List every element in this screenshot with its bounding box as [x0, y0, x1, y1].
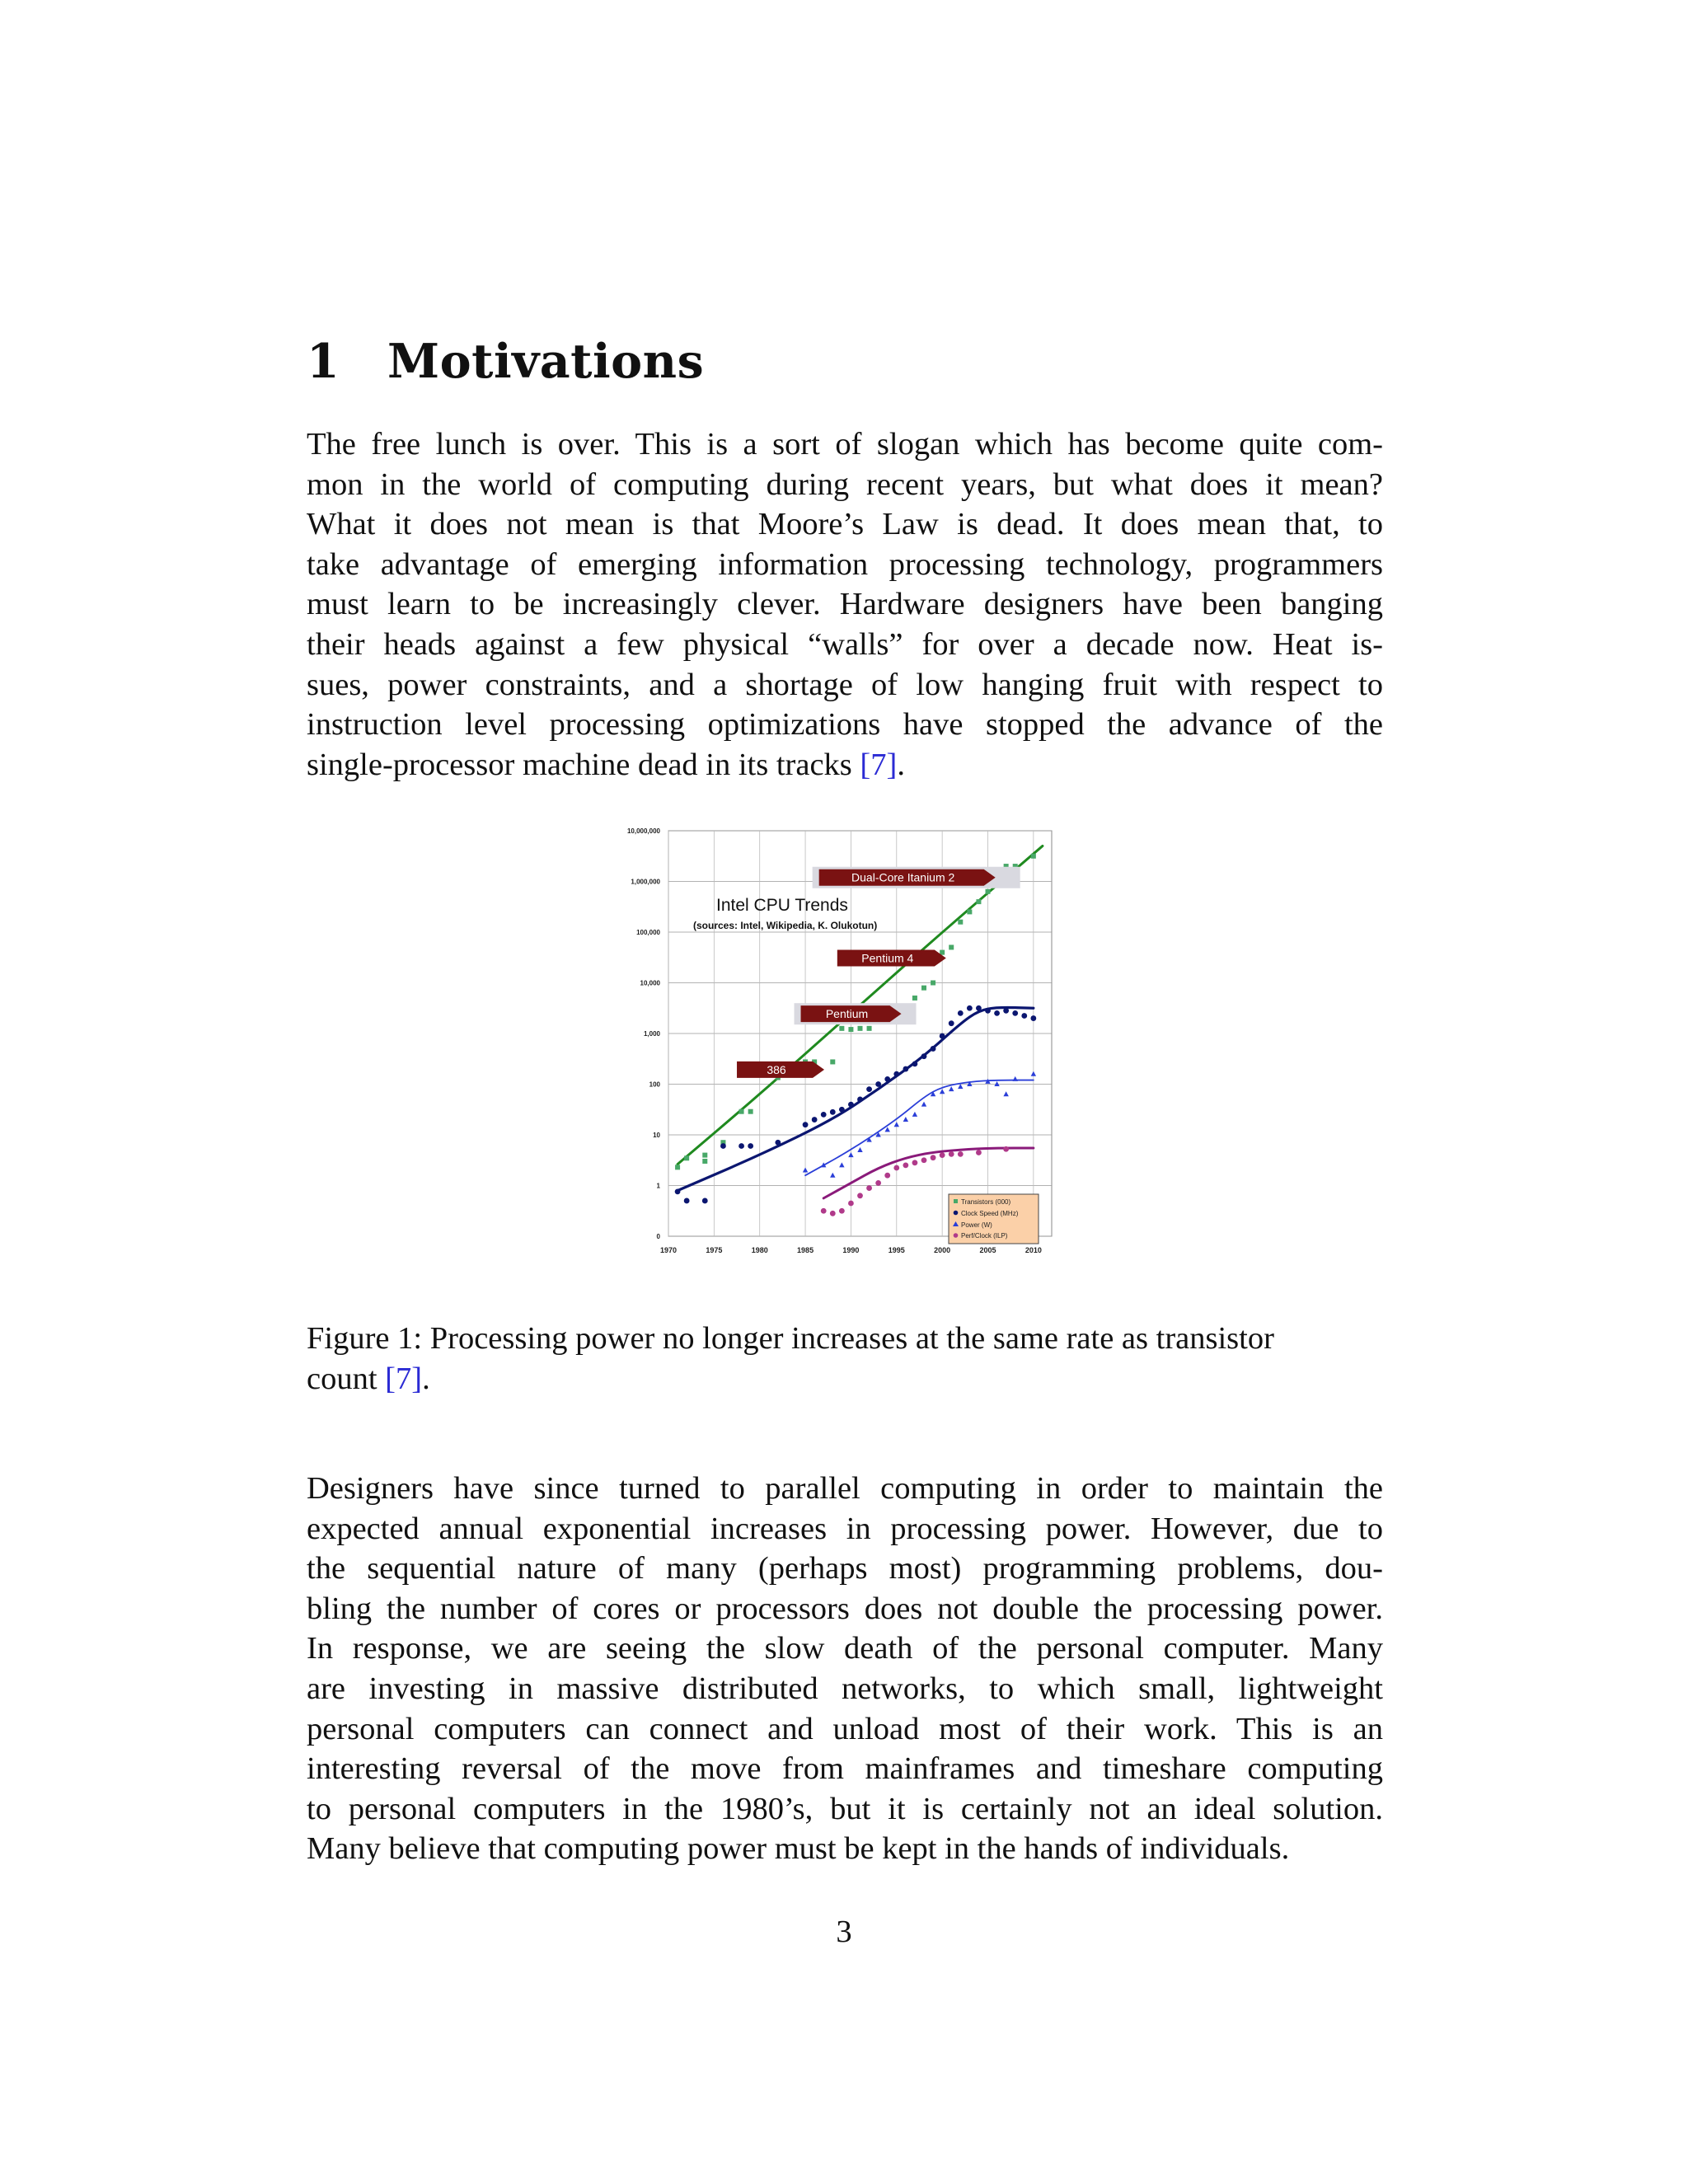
paragraph-line: The free lunch is over. This is a sort of slogan which has become quite com-	[307, 427, 1383, 462]
ilp-point	[830, 1211, 836, 1216]
paragraph-line: bling the number of cores or processors does not double the processing power.	[307, 1591, 1383, 1626]
ilp-point	[912, 1160, 918, 1165]
paragraph-line: take advantage of emerging information processing technology, programmers	[307, 546, 1383, 582]
clock-speed-point	[803, 1122, 809, 1127]
transistor-point	[1031, 854, 1036, 859]
clock-speed-point	[1021, 1013, 1027, 1019]
ilp-point	[866, 1185, 872, 1191]
y-tick-label: 10	[653, 1132, 660, 1139]
section-title: Motivations	[387, 334, 705, 389]
ilp-point	[958, 1151, 964, 1157]
clock-speed-point	[1012, 1010, 1018, 1016]
ilp-point	[875, 1180, 881, 1186]
clock-speed-point	[1030, 1015, 1036, 1021]
legend-label: Perf/Clock (ILP)	[961, 1232, 1008, 1240]
transistor-point	[912, 996, 917, 1001]
clock-speed-point	[884, 1076, 890, 1082]
paragraph-line	[307, 745, 1383, 785]
caption-line: Figure 1: Processing power no longer increases at the same rate as transistor	[307, 1321, 1274, 1356]
legend-label: Clock Speed (MHz)	[961, 1210, 1019, 1217]
transistor-point	[684, 1155, 689, 1160]
transistor-point	[675, 1165, 680, 1169]
clock-speed-point	[921, 1053, 927, 1059]
clock-speed-point	[940, 1033, 945, 1039]
transistor-point	[739, 1109, 744, 1114]
transistor-point	[702, 1159, 707, 1164]
paragraph-line: mon in the world of computing during recent years, but what does it mean?	[307, 466, 1383, 502]
transistor-point	[858, 1026, 863, 1031]
clock-speed-point	[775, 1140, 781, 1146]
clock-speed-point	[1003, 1008, 1009, 1014]
x-tick-label: 1985	[797, 1246, 814, 1254]
ilp-point	[931, 1155, 936, 1160]
annotation-label: Dual-Core Itanium 2	[851, 870, 955, 884]
ilp-point	[857, 1193, 863, 1198]
intel-cpu-trends-chart	[607, 820, 1068, 1282]
legend-label: Power (W)	[961, 1221, 992, 1229]
ilp-point	[893, 1165, 899, 1171]
clock-speed-point	[949, 1020, 954, 1026]
paragraph-line: their heads against a few physical “walls” for over a decade now. Heat is-	[307, 626, 1383, 662]
paragraph-line: Designers have since turned to parallel computing in order to maintain the	[307, 1471, 1383, 1506]
transistor-point	[748, 1109, 753, 1114]
punctuation: .	[897, 747, 905, 782]
clock-speed-point	[821, 1112, 827, 1118]
x-tick-label: 1970	[659, 1246, 678, 1254]
clock-speed-point	[812, 1117, 818, 1122]
ilp-point	[940, 1152, 945, 1158]
chart-title: Intel CPU Trends	[716, 896, 848, 915]
legend-marker-transistors	[954, 1199, 958, 1203]
punctuation: .	[422, 1361, 430, 1396]
caption-line-text: count	[307, 1361, 386, 1396]
paragraph-intro	[307, 424, 1383, 785]
y-axis-ticks	[627, 827, 661, 1240]
transistor-point	[830, 1059, 835, 1064]
chart-subtitle: (sources: Intel, Wikipedia, K. Olukotun)	[693, 920, 878, 931]
annotation-label: Pentium 4	[861, 951, 914, 965]
transistor-point	[949, 944, 954, 949]
legend-label: Transistors (000)	[961, 1198, 1011, 1206]
transistor-point	[986, 889, 991, 894]
paragraph-line: to personal computers in the 1980’s, but it is certainly not an ideal solution.	[307, 1791, 1383, 1826]
x-tick-label: 2000	[934, 1246, 951, 1254]
clock-speed-point	[675, 1188, 681, 1194]
x-tick-label: 2010	[1025, 1246, 1042, 1254]
paragraph-line: the sequential nature of many (perhaps most) programming problems, dou-	[307, 1551, 1383, 1586]
annotation-label: 386	[767, 1062, 786, 1076]
transistor-point	[967, 909, 972, 914]
clock-speed-point	[720, 1143, 726, 1149]
ilp-point	[821, 1208, 827, 1214]
clock-speed-point	[684, 1198, 690, 1204]
section-number: 1	[307, 334, 340, 389]
x-tick-label: 1995	[888, 1246, 905, 1254]
clock-speed-point	[994, 1010, 1000, 1016]
y-tick-label: 10,000,000	[626, 827, 660, 835]
transistor-point	[921, 986, 926, 991]
section-heading	[307, 334, 704, 389]
y-tick-label: 100,000	[636, 929, 660, 936]
citation-link[interactable]: [7]	[860, 747, 898, 782]
y-tick-label: 0	[656, 1233, 660, 1240]
x-tick-label: 2005	[979, 1246, 996, 1254]
clock-speed-point	[893, 1071, 899, 1077]
clock-speed-point	[967, 1005, 973, 1011]
ilp-point	[839, 1208, 845, 1214]
clock-speed-point	[830, 1109, 836, 1115]
transistor-point	[931, 981, 935, 986]
paragraph-line-text: single-processor machine dead in its tracks	[307, 747, 860, 782]
chart-legend	[949, 1194, 1039, 1244]
paragraph-line: interesting reversal of the move from mainframes and timeshare computing	[307, 1751, 1383, 1787]
x-tick-label: 1990	[842, 1246, 860, 1254]
transistor-point	[867, 1026, 872, 1031]
paragraph-parallel	[307, 1469, 1383, 1869]
transistor-point	[958, 920, 963, 925]
legend-marker-ilp	[954, 1233, 959, 1238]
y-tick-label: 1,000	[643, 1030, 660, 1038]
ilp-point	[848, 1201, 854, 1207]
ilp-point	[884, 1173, 890, 1179]
transistor-point	[976, 899, 981, 904]
clock-speed-point	[976, 1005, 982, 1011]
paragraph-line: expected annual exponential increases in processing power. However, due to	[307, 1511, 1383, 1546]
transistor-point	[702, 1153, 707, 1158]
x-axis-ticks	[660, 1246, 1042, 1254]
paragraph-line: instruction level processing optimizations have stopped the advance of the	[307, 707, 1383, 743]
paragraph-line: must learn to be increasingly clever. Hardware designers have been banging	[307, 587, 1383, 622]
clock-speed-point	[903, 1066, 908, 1072]
ilp-point	[976, 1150, 982, 1155]
paragraph-line: What it does not mean is that Moore’s Law is dead. It does mean that, to	[307, 507, 1383, 542]
legend-marker-clock	[954, 1211, 959, 1216]
clock-speed-point	[875, 1081, 881, 1087]
figure-caption	[307, 1319, 1383, 1399]
chart-grid	[668, 831, 1052, 1236]
clock-speed-point	[985, 1008, 991, 1014]
paragraph-line: In response, we are seeing the slow death of the personal computer. Many	[307, 1631, 1383, 1666]
clock-speed-point	[931, 1046, 936, 1052]
y-tick-label: 1	[656, 1182, 660, 1190]
annotation-label: Pentium	[825, 1007, 869, 1021]
x-tick-label: 1975	[706, 1246, 723, 1254]
caption-line	[307, 1359, 1383, 1399]
clock-speed-point	[748, 1143, 753, 1149]
y-tick-label: 1,000,000	[631, 878, 660, 886]
clock-speed-point	[857, 1097, 863, 1103]
ilp-point	[921, 1157, 927, 1163]
clock-speed-point	[958, 1010, 964, 1016]
ilp-point	[1003, 1146, 1009, 1152]
ilp-point	[949, 1151, 954, 1157]
y-tick-label: 100	[649, 1080, 660, 1089]
ilp-point	[903, 1163, 908, 1169]
page-number: 3	[836, 1915, 852, 1949]
y-tick-label: 10,000	[640, 979, 660, 987]
clock-speed-point	[702, 1198, 708, 1204]
clock-speed-point	[848, 1102, 854, 1108]
transistor-point	[839, 1026, 844, 1031]
x-tick-label: 1980	[751, 1246, 768, 1254]
clock-speed-point	[866, 1086, 872, 1092]
clock-speed-point	[912, 1062, 918, 1067]
citation-link[interactable]: [7]	[385, 1361, 423, 1396]
paragraph-line: sues, power constraints, and a shortage of low hanging fruit with respect to	[307, 667, 1383, 702]
paragraph-line: Many believe that computing power must be kept in the hands of individuals.	[307, 1831, 1290, 1867]
clock-speed-point	[738, 1143, 744, 1149]
paragraph-line: personal computers can connect and unload most of their work. This is an	[307, 1711, 1383, 1746]
clock-speed-point	[839, 1107, 845, 1113]
paragraph-line: are investing in massive distributed networks, to which small, lightweight	[307, 1671, 1383, 1706]
transistor-point	[848, 1027, 853, 1032]
